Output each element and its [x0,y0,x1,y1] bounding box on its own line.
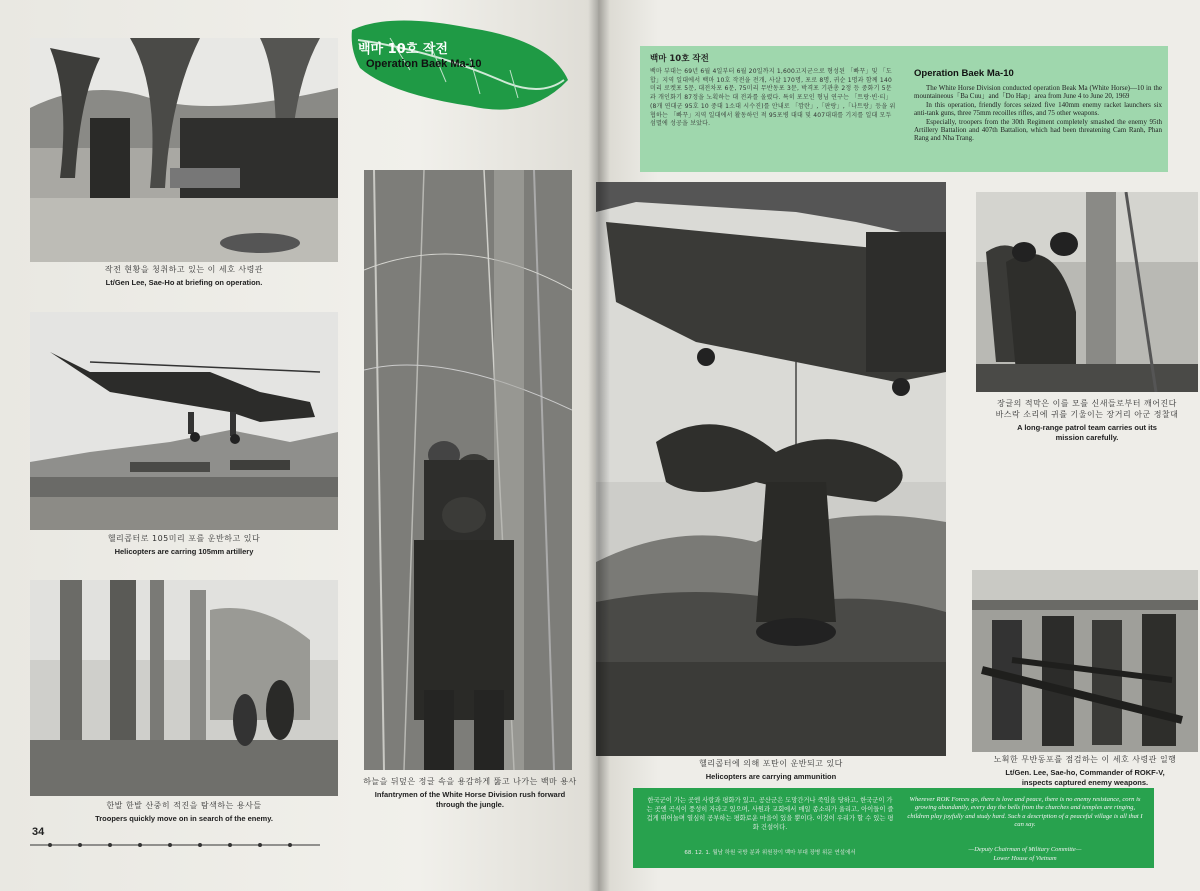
caption-weapons-en-1: Lt/Gen. Lee, Sae-ho, Commander of ROKF-V, [1005,768,1165,777]
caption-briefing [30,264,338,287]
quote-en: Wherever ROK Forces go, there is love and peace, there is no enemy resistance, corn is growing abundantly, every day the bells from the churches and temples are ringing, children play joyfully and study hard. Such a description of a peaceful village is all that I can say. [907,796,1143,829]
ornament-border [30,838,320,852]
caption-search-ko: 한발 한발 산중히 적진을 탐색하는 용사들 [106,801,262,810]
summary-en-p3: Especially, troopers from the 30th Regiment completely smashed the enemy 95th Artillery Battalion and 407th Battalion, which had been threatening Cam Ranh, Phan Rang and Nha Trang. [914,117,1162,143]
summary-text-en [914,84,1162,143]
quote-box [633,788,1154,868]
caption-jungle [360,776,580,809]
summary-title-en: Operation Baek Ma-10 [914,68,1014,79]
caption-helicopter-artillery [30,533,338,556]
photo-jungle-infantry [364,170,572,770]
caption-jungle-en-2: through the jungle. [436,800,504,809]
caption-briefing-ko: 작전 현황을 청취하고 있는 이 세호 사령관 [104,265,264,274]
caption-briefing-en: Lt/Gen Lee, Sae-Ho at briefing on operation. [105,278,263,287]
summary-en-p1: The White Horse Division conducted operation Beak Ma (White Horse)—10 in the mountaineous「Ba Cuu」and「Do Hap」area from June 4 to June 20, 1969 [914,84,1162,101]
operation-title-ko: 백마 10호 작전 [358,42,448,57]
caption-ammunition-en: Helicopters are carrying ammunition [705,772,837,781]
summary-en-p2: In this operation, friendly forces seized five 140mm enemy racket launchers six anti-tank guns, three 75mm recoilles rifles, and 75 other weapons. [914,100,1162,118]
caption-weapons [972,754,1198,787]
caption-weapons-en-2: inspects captured enemy weapons. [1021,778,1149,787]
caption-search-en: Troopers quickly move on in search of the enemy. [95,814,273,823]
caption-ammunition [596,758,946,781]
summary-title-ko: 백마 10호 작전 [650,54,709,64]
photo-helicopter-artillery [30,312,338,530]
operation-title-en: Operation Baek Ma-10 [366,58,482,70]
caption-patrol-ko-1: 장글의 적막은 이를 모를 신새들로부터 깨어진다 [997,399,1177,408]
caption-patrol [976,398,1198,442]
quote-en-source-1: —Deputy Chairman of Military Committe— [968,846,1082,853]
caption-weapons-ko: 노획한 무반동포를 점검하는 이 세호 사령관 일행 [993,755,1177,764]
caption-patrol-en-2: mission carefully. [1055,433,1119,442]
photo-helicopter-ammunition [596,182,946,756]
photo-patrol [976,192,1198,392]
photo-troopers-search [30,580,338,796]
caption-jungle-en-1: Infantrymen of the White Horse Division rush forward [374,790,566,799]
caption-jungle-ko: 하늘을 뒤덮은 정글 속을 용감하게 뚫고 나가는 백마 용사 [363,777,577,786]
photo-briefing [30,38,338,262]
caption-patrol-ko-2: 바스락 소리에 귀를 기울이는 장거리 아군 정찰대 [995,410,1179,419]
caption-helicopter-artillery-ko: 헬리콥터로 105미리 포를 운반하고 있다 [107,534,261,543]
quote-ko: 한국군이 가는 곳엔 사랑과 평화가 있고, 공산군은 도망간거나 죽임을 당하고, 한국군이 가는 곳엔 곡식이 풍성히 자라고 있으며, 사원과 교회에서 매일 종소리가 울리고, 아이들이 즐겁게 뛰어놀며 열심히 공부하는 평화로운 마을이 있을 뿐이다. 이것이 우리가 할 수 있는 평화 건설이다. [646,797,894,831]
quote-ko-source: 68. 12. 1. 월남 하원 국방 분과 위원장이 백마 부대 장병 위문 연설에서 [684,850,856,856]
caption-ammunition-ko: 헬리콥터에 의해 포탄이 운반되고 있다 [699,759,843,768]
quote-en-source-2: Lower House of Vietnam [993,855,1057,862]
caption-search [30,800,338,823]
operation-summary-box [640,46,1168,172]
photo-captured-weapons [972,570,1198,752]
book-gutter [588,0,610,891]
caption-patrol-en-1: A long-range patrol team carries out its [1017,423,1157,432]
page-number: 34 [32,826,45,838]
caption-helicopter-artillery-en: Helicopters are carring 105mm artillery [114,547,254,556]
summary-text-ko: 백마 부대는 69년 6월 4일부터 6월 20일까지 1,600고지군으로 형성된 「빠꾸」및 「도합」지역 일대에서 백마 10호 작전을 전개, 사살 170명, 포로 8명, 귀순 1명과 함께 140미리 로켓포 5문, 대전차포 6문, 75미리 무반동포 3문, 박격포 기관총 2정 등 중화기 5문과 개인화기 87정을 노획하는 대 전과를 올렸다. 특히 포모인 형님 연구는 「트랑·빈·티」(8개 연대군 95호 10 중대 1소대 시수진)를 안내로 「깜란」,「판랑」,「나트랑」등을 위협하는 「빠꾸」지역 일대에서 활동하던 적 95포병 대대 및 407대대를 기지를 일대 모두 섬멸에 성공을 보았다. [650,68,896,128]
left-page [0,0,598,891]
